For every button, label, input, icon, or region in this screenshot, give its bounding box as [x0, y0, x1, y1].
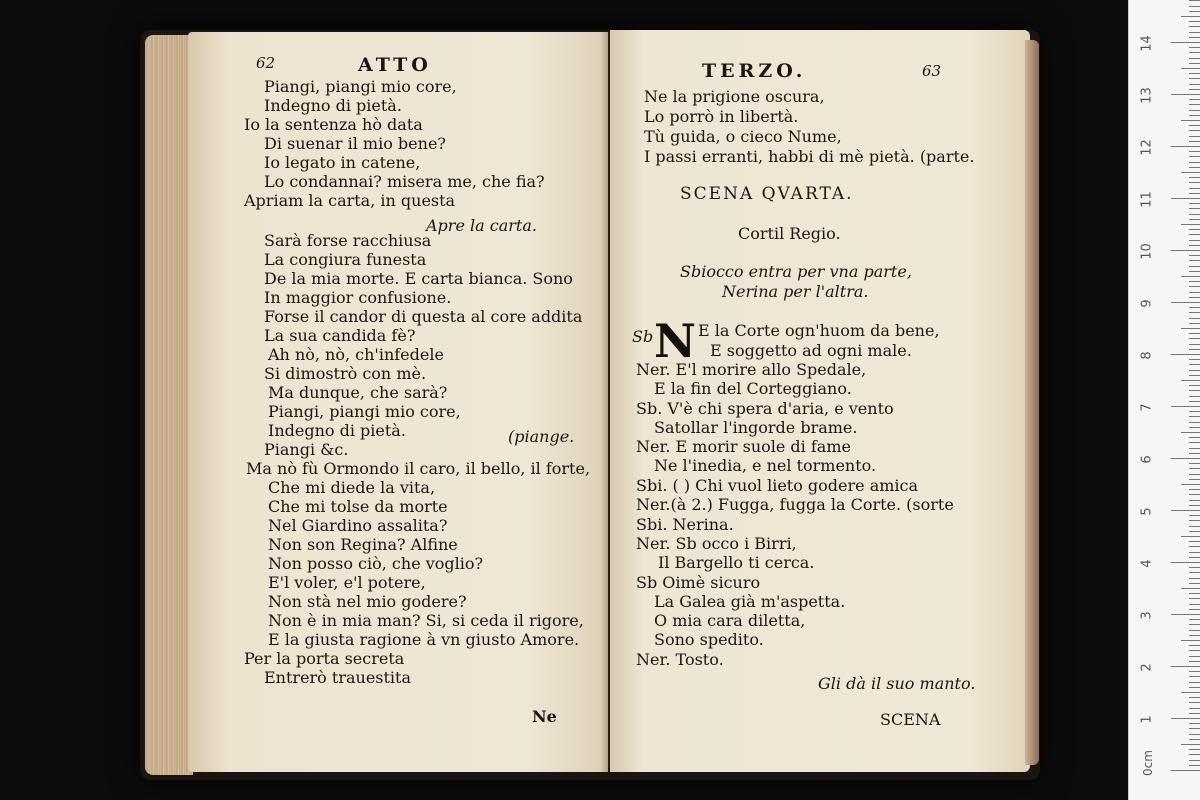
- ruler-tick: [1189, 468, 1200, 469]
- ruler-tick: [1189, 500, 1200, 501]
- dialogue-line: E la Corte ogn'huom da bene,: [698, 321, 940, 340]
- ruler-tick: [1189, 21, 1200, 22]
- text-line: Non son Regina? Alfine: [268, 535, 458, 554]
- ruler-tick: [1189, 557, 1200, 558]
- dialogue-line: Ner. E morir suole di fame: [636, 437, 851, 456]
- ruler-tick: [1189, 281, 1200, 282]
- ruler-tick: [1189, 604, 1200, 605]
- ruler-tick: [1171, 250, 1200, 251]
- ruler-tick: [1189, 687, 1200, 688]
- stage-direction: Sbiocco entra per vna parte,: [680, 262, 912, 281]
- ruler-tick: [1189, 390, 1200, 391]
- ruler-tick: [1189, 156, 1200, 157]
- text-line: E'l voler, e'l potere,: [268, 573, 426, 592]
- ruler-tick: [1189, 73, 1200, 74]
- text-line: Piangi, piangi mio core,: [268, 402, 461, 421]
- ruler-number: 4: [1139, 559, 1155, 568]
- ruler-tick: [1189, 203, 1200, 204]
- ruler-number: 8: [1139, 351, 1155, 360]
- ruler-tick: [1189, 583, 1200, 584]
- ruler-tick: [1189, 219, 1200, 220]
- ruler-tick: [1189, 661, 1200, 662]
- text-line: Non posso ciò, che voglio?: [268, 554, 484, 573]
- ruler-tick: [1189, 396, 1200, 397]
- ruler-tick: [1189, 323, 1200, 324]
- ruler-tick: [1189, 63, 1200, 64]
- ruler-tick: [1189, 78, 1200, 79]
- ruler-tick: [1189, 292, 1200, 293]
- stage-direction: Gli dà il suo manto.: [818, 674, 976, 693]
- ruler-tick: [1181, 172, 1200, 173]
- ruler-tick: [1189, 245, 1200, 246]
- ruler-tick: [1189, 162, 1200, 163]
- ruler-tick: [1171, 42, 1200, 43]
- ruler-tick: [1171, 354, 1200, 355]
- ruler-tick: [1189, 437, 1200, 438]
- ruler-number: 7: [1139, 403, 1155, 412]
- ruler-tick: [1189, 47, 1200, 48]
- ruler-tick: [1189, 141, 1200, 142]
- ruler-number: 12: [1139, 139, 1155, 156]
- ruler-tick: [1189, 713, 1200, 714]
- ruler-tick: [1181, 692, 1200, 693]
- ruler-tick: [1189, 286, 1200, 287]
- text-line: Nel Giardino assalita?: [268, 516, 448, 535]
- ruler-tick: [1189, 255, 1200, 256]
- dialogue-line: Sbi. ( ) Chi vuol lieto godere amica: [636, 476, 919, 495]
- dialogue-line: Satollar l'ingorde brame.: [654, 418, 858, 437]
- ruler-tick: [1189, 370, 1200, 371]
- text-line: De la mia morte. E carta bianca. Sono: [264, 269, 573, 288]
- ruler-tick: [1189, 115, 1200, 116]
- ruler-tick: [1189, 234, 1200, 235]
- ruler-tick: [1189, 479, 1200, 480]
- ruler-tick: [1189, 520, 1200, 521]
- ruler-tick: [1189, 645, 1200, 646]
- ruler-tick: [1189, 375, 1200, 376]
- ruler-tick: [1189, 505, 1200, 506]
- ruler-tick: [1181, 380, 1200, 381]
- ruler-tick: [1189, 593, 1200, 594]
- text-line: Indegno di pietà.: [264, 96, 402, 115]
- ruler-tick: [1171, 666, 1200, 667]
- ruler-tick: [1189, 0, 1200, 1]
- ruler-tick: [1189, 463, 1200, 464]
- ruler-tick: [1189, 702, 1200, 703]
- stage-direction: Apre la carta.: [426, 216, 537, 235]
- text-line: Che mi tolse da morte: [268, 497, 448, 516]
- ruler-tick: [1189, 260, 1200, 261]
- ruler-tick: [1189, 754, 1200, 755]
- ruler-tick: [1189, 364, 1200, 365]
- ruler-tick: [1189, 177, 1200, 178]
- text-line: Entrerò trauestita: [264, 668, 412, 687]
- ruler-tick: [1189, 708, 1200, 709]
- text-line: Ne la prigione oscura,: [644, 87, 825, 106]
- ruler-tick: [1189, 624, 1200, 625]
- ruler-number: 2: [1139, 663, 1155, 672]
- ruler-tick: [1189, 26, 1200, 27]
- text-line: Lo porrò in libertà.: [644, 107, 799, 126]
- ruler-tick: [1189, 99, 1200, 100]
- ruler-tick: [1181, 68, 1200, 69]
- left-running-header: ATTO: [358, 54, 432, 76]
- ruler-tick: [1189, 427, 1200, 428]
- ruler-tick: [1189, 609, 1200, 610]
- ruler-tick: [1181, 16, 1200, 17]
- ruler-tick: [1189, 411, 1200, 412]
- text-line: Non stà nel mio godere?: [268, 592, 467, 611]
- ruler-tick: [1189, 130, 1200, 131]
- ruler-tick: [1189, 453, 1200, 454]
- text-line: Tù guida, o cieco Nume,: [644, 127, 842, 146]
- ruler-tick: [1171, 770, 1200, 771]
- ruler-tick: [1189, 359, 1200, 360]
- ruler-tick: [1181, 744, 1200, 745]
- ruler-tick: [1189, 312, 1200, 313]
- ruler-tick: [1189, 89, 1200, 90]
- ruler-tick: [1189, 749, 1200, 750]
- ruler-tick: [1189, 598, 1200, 599]
- ruler-tick: [1189, 136, 1200, 137]
- text-line: Di suenar il mio bene?: [264, 134, 446, 153]
- text-line: Non è in mia man? Si, si ceda il rigore,: [268, 611, 584, 630]
- ruler-number: 13: [1139, 87, 1155, 104]
- page-edges: [145, 35, 193, 775]
- ruler-tick: [1189, 193, 1200, 194]
- ruler-tick: [1189, 84, 1200, 85]
- scene-setting: Cortil Regio.: [738, 224, 841, 243]
- text-line: Io la sentenza hò data: [244, 115, 423, 134]
- ruler-tick: [1181, 432, 1200, 433]
- ruler-tick: [1189, 526, 1200, 527]
- ruler-number: 11: [1139, 191, 1155, 208]
- left-catchword: Ne: [532, 707, 557, 726]
- ruler-tick: [1189, 11, 1200, 12]
- ruler-tick: [1189, 52, 1200, 53]
- ruler-tick: [1189, 344, 1200, 345]
- ruler-tick: [1189, 182, 1200, 183]
- ruler-number: 14: [1139, 35, 1155, 52]
- dialogue-line: Ner. Tosto.: [636, 650, 724, 669]
- text-line: La sua candida fè?: [264, 326, 416, 345]
- ruler-tick: [1189, 416, 1200, 417]
- ruler-tick: [1189, 739, 1200, 740]
- ruler-tick: [1189, 578, 1200, 579]
- ruler-tick: [1189, 723, 1200, 724]
- ruler-tick: [1189, 151, 1200, 152]
- ruler-tick: [1181, 536, 1200, 537]
- left-page: [188, 32, 608, 772]
- ruler-tick: [1189, 349, 1200, 350]
- ruler-tick: [1189, 765, 1200, 766]
- ruler-tick: [1171, 458, 1200, 459]
- ruler-tick: [1181, 276, 1200, 277]
- ruler-tick: [1181, 484, 1200, 485]
- dialogue-line: E soggetto ad ogni male.: [710, 341, 912, 360]
- text-line: Io legato in catene,: [264, 153, 421, 172]
- text-line: Sarà forse racchiusa: [264, 231, 432, 250]
- dialogue-line: La Galea già m'aspetta.: [654, 592, 846, 611]
- ruler-tick: [1189, 650, 1200, 651]
- ruler-tick: [1189, 541, 1200, 542]
- ruler-number: 6: [1139, 455, 1155, 464]
- ruler-unit-label: 0cm: [1140, 750, 1155, 776]
- ruler-tick: [1189, 494, 1200, 495]
- ruler-tick: [1171, 614, 1200, 615]
- text-line: Che mi diede la vita,: [268, 478, 436, 497]
- ruler-number: 10: [1139, 243, 1155, 260]
- scene-title: SCENA QVARTA.: [680, 184, 854, 204]
- ruler-tick: [1189, 635, 1200, 636]
- stage-direction: Nerina per l'altra.: [722, 282, 869, 301]
- text-line: Forse il candor di questa al core addita: [264, 307, 583, 326]
- ruler-tick: [1189, 271, 1200, 272]
- ruler-tick: [1189, 734, 1200, 735]
- ruler-tick: [1189, 307, 1200, 308]
- stage-direction: (piange.: [508, 427, 575, 446]
- ruler-tick: [1171, 94, 1200, 95]
- ruler-tick: [1189, 728, 1200, 729]
- ruler-tick: [1171, 406, 1200, 407]
- ruler-tick: [1189, 671, 1200, 672]
- ruler-tick: [1189, 760, 1200, 761]
- text-line: Si dimostrò con mè.: [264, 364, 427, 383]
- text-line: Indegno di pietà.: [268, 421, 406, 440]
- ruler-number: 3: [1139, 611, 1155, 620]
- ruler-tick: [1171, 718, 1200, 719]
- ruler-tick: [1189, 552, 1200, 553]
- dialogue-line: Ner.(à 2.) Fugga, fugga la Corte. (sorte: [636, 495, 954, 514]
- text-line: Lo condannai? misera me, che fia?: [264, 172, 545, 191]
- ruler-tick: [1189, 630, 1200, 631]
- ruler-tick: [1189, 214, 1200, 215]
- ruler-tick: [1189, 474, 1200, 475]
- dialogue-line: Ner. Sb occo i Birri,: [636, 534, 797, 553]
- ruler-number: 5: [1139, 507, 1155, 516]
- ruler-tick: [1189, 37, 1200, 38]
- text-line: In maggior confusione.: [264, 288, 452, 307]
- ruler-tick: [1189, 208, 1200, 209]
- ruler-tick: [1181, 588, 1200, 589]
- ruler-tick: [1189, 297, 1200, 298]
- text-line: Per la porta secreta: [244, 649, 405, 668]
- ruler-tick: [1189, 422, 1200, 423]
- text-line: E la giusta ragione à vn giusto Amore.: [268, 630, 580, 649]
- ruler-tick: [1189, 401, 1200, 402]
- ruler-tick: [1189, 656, 1200, 657]
- dialogue-line: Sb. V'è chi spera d'aria, e vento: [636, 399, 894, 418]
- ruler-tick: [1189, 32, 1200, 33]
- ruler-tick: [1189, 682, 1200, 683]
- ruler-tick: [1189, 318, 1200, 319]
- ruler-tick: [1171, 510, 1200, 511]
- ruler-tick: [1189, 697, 1200, 698]
- ruler-tick: [1171, 562, 1200, 563]
- ruler-tick: [1189, 110, 1200, 111]
- ruler-tick: [1189, 489, 1200, 490]
- ruler-tick: [1189, 333, 1200, 334]
- ruler-tick: [1189, 567, 1200, 568]
- dialogue-line: Ner. E'l morire allo Spedale,: [636, 360, 867, 379]
- text-line: Piangi &c.: [264, 440, 349, 459]
- ruler-number: 9: [1139, 299, 1155, 308]
- ruler-tick: [1189, 531, 1200, 532]
- ruler-tick: [1181, 640, 1200, 641]
- text-line: Ma dunque, che sarà?: [268, 383, 448, 402]
- ruler-tick: [1189, 104, 1200, 105]
- text-line: I passi erranti, habbi di mè pietà. (parte.: [644, 147, 975, 166]
- ruler-tick: [1189, 167, 1200, 168]
- text-line: Piangi, piangi mio core,: [264, 77, 457, 96]
- right-page: [610, 30, 1030, 772]
- ruler-tick: [1189, 515, 1200, 516]
- dialogue-line: O mia cara diletta,: [654, 611, 806, 630]
- dialogue-line: Sbi. Nerina.: [636, 515, 734, 534]
- dialogue-line: Ne l'inedia, e nel tormento.: [654, 456, 877, 475]
- measurement-ruler: [1128, 0, 1200, 800]
- ruler-tick: [1189, 546, 1200, 547]
- right-catchword: SCENA: [880, 710, 941, 729]
- ruler-tick: [1181, 328, 1200, 329]
- ruler-tick: [1189, 240, 1200, 241]
- ruler-tick: [1189, 442, 1200, 443]
- ruler-tick: [1189, 572, 1200, 573]
- text-line: Apriam la carta, in questa: [244, 191, 456, 210]
- ruler-tick: [1171, 198, 1200, 199]
- left-page-number: 62: [256, 54, 276, 72]
- ruler-tick: [1189, 619, 1200, 620]
- speaker-label: Sb: [632, 327, 654, 346]
- ruler-tick: [1189, 676, 1200, 677]
- text-line: Ma nò fù Ormondo il caro, il bello, il forte,: [246, 459, 591, 478]
- right-page-edge: [1025, 40, 1039, 765]
- ruler-tick: [1189, 385, 1200, 386]
- text-line: Ah nò, nò, ch'infedele: [268, 345, 444, 364]
- drop-cap: N: [654, 314, 697, 368]
- right-running-header: TERZO.: [702, 60, 807, 82]
- dialogue-line: Il Bargello ti cerca.: [658, 553, 815, 572]
- ruler-tick: [1189, 338, 1200, 339]
- ruler-tick: [1181, 224, 1200, 225]
- text-line: La congiura funesta: [264, 250, 427, 269]
- ruler-tick: [1189, 448, 1200, 449]
- ruler-tick: [1189, 188, 1200, 189]
- ruler-tick: [1189, 229, 1200, 230]
- ruler-tick: [1189, 6, 1200, 7]
- ruler-tick: [1171, 302, 1200, 303]
- dialogue-line: E la fin del Corteggiano.: [654, 379, 852, 398]
- ruler-tick: [1171, 146, 1200, 147]
- ruler-tick: [1181, 120, 1200, 121]
- ruler-tick: [1189, 266, 1200, 267]
- ruler-tick: [1189, 58, 1200, 59]
- right-page-number: 63: [922, 62, 942, 80]
- dialogue-line: Sono spedito.: [654, 630, 764, 649]
- dialogue-line: Sb Oimè sicuro: [636, 573, 761, 592]
- ruler-number: 1: [1139, 715, 1155, 724]
- ruler-tick: [1189, 125, 1200, 126]
